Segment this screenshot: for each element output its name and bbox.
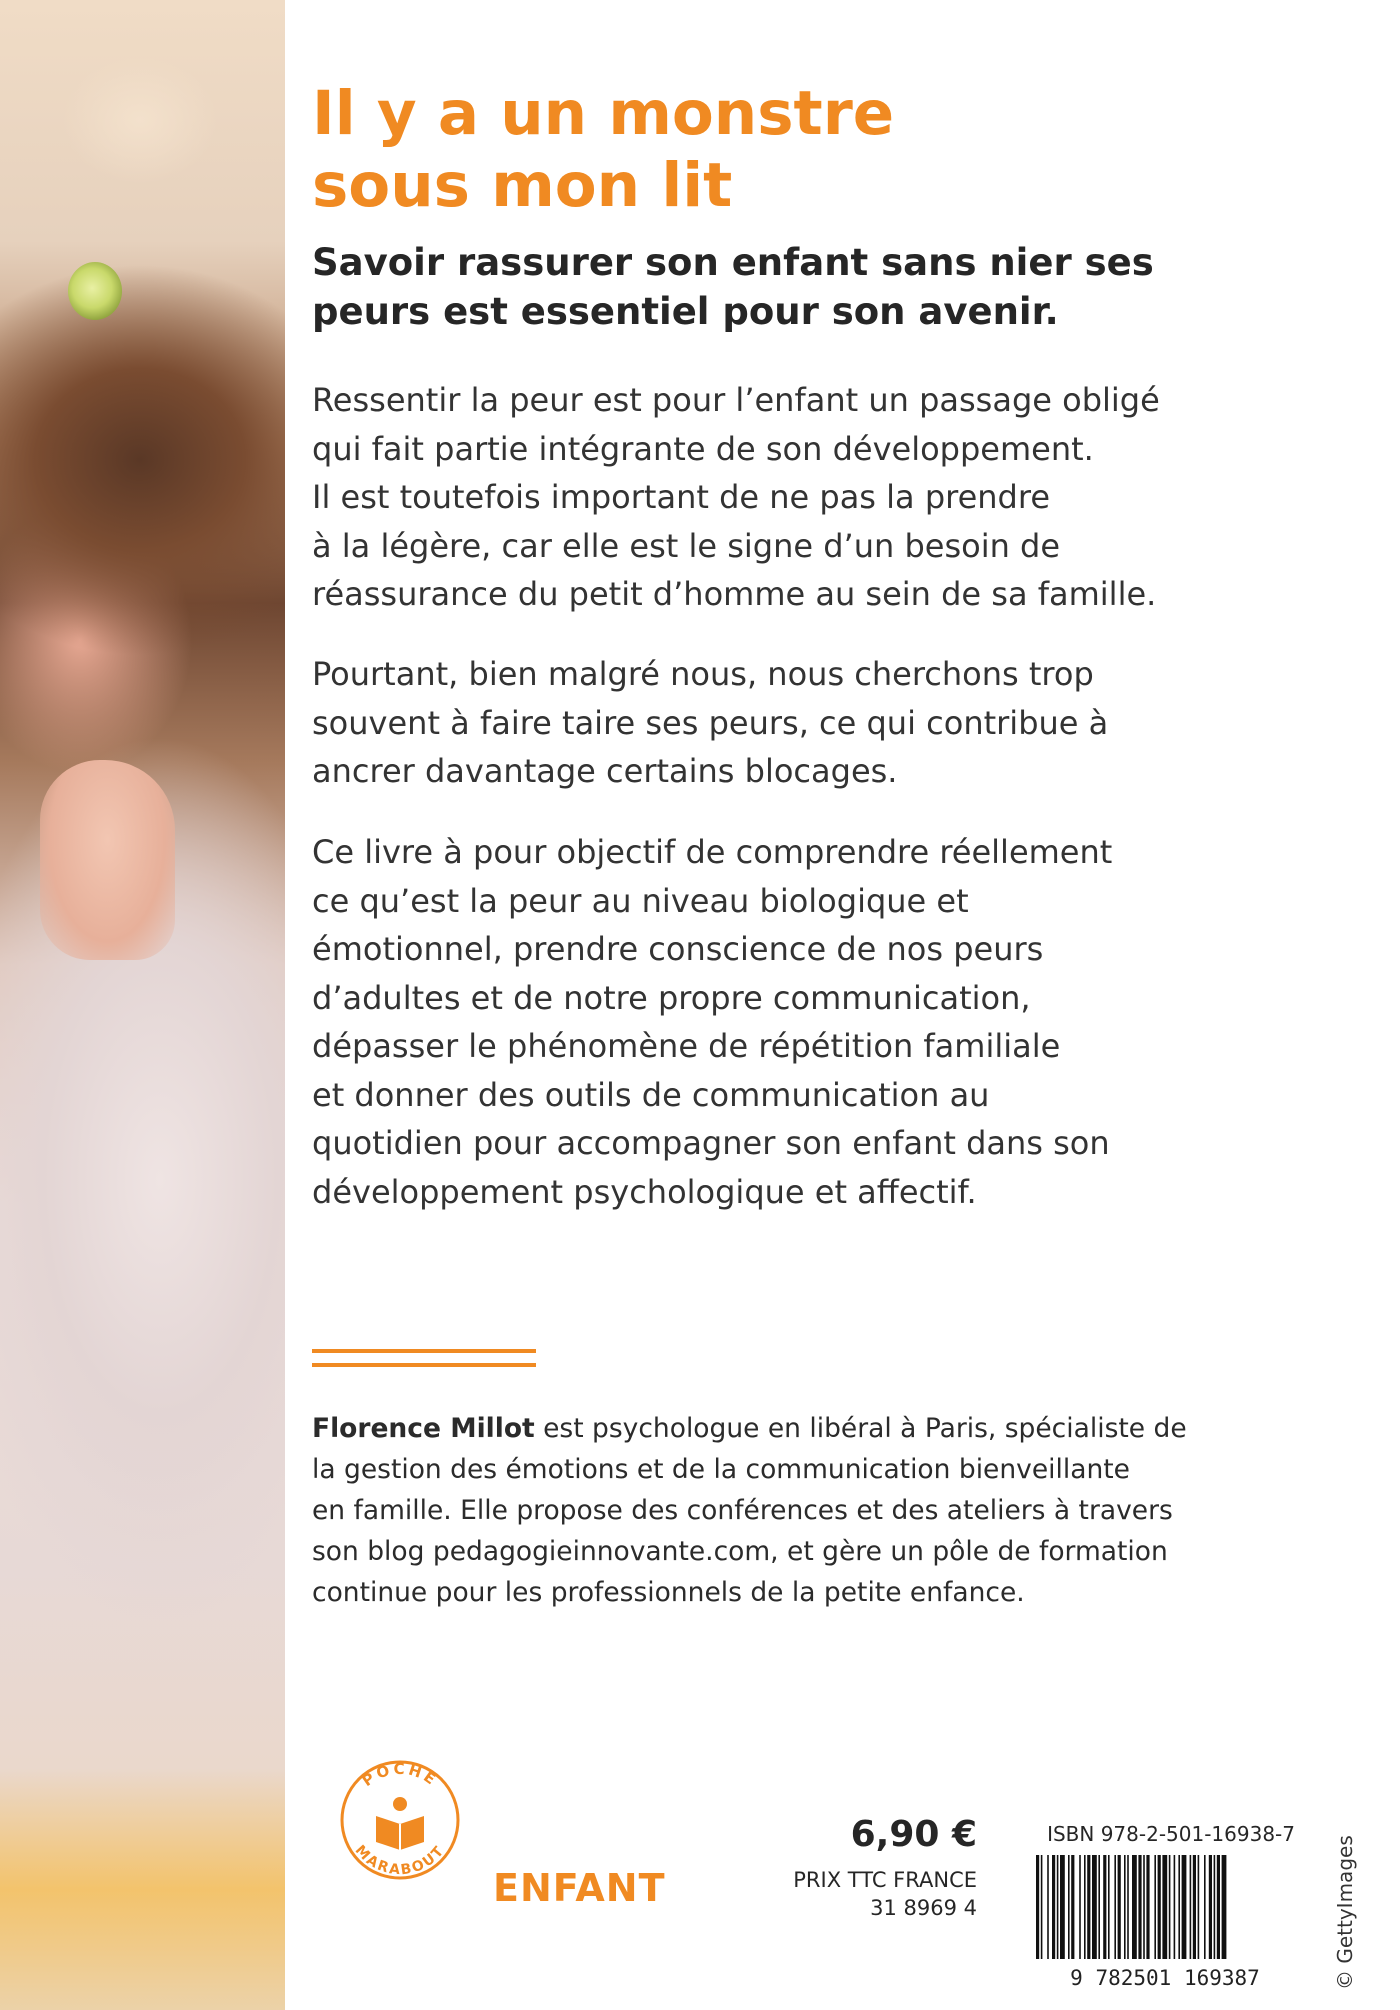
blurb-line: Ce livre à pour objectif de comprendre réellement [312, 833, 1113, 871]
title-line-1: Il y a un monstre [312, 78, 895, 149]
photo-credit: © GettyImages [1333, 1835, 1357, 1990]
barcode-bar [1071, 1855, 1074, 1959]
blurb-paragraph-3 [312, 828, 1332, 1216]
isbn-barcode [1030, 1855, 1300, 1990]
child-hand [40, 760, 175, 960]
book-title [312, 78, 894, 222]
poche-marabout-logo [330, 1750, 470, 1890]
barcode-bar [1174, 1855, 1176, 1959]
author-bio-line: est psychologue en libéral à Paris, spécialiste de [534, 1413, 1187, 1444]
barcode-bar [1214, 1855, 1216, 1959]
barcode-bar [1162, 1855, 1167, 1959]
subtitle-line-1: Savoir rassurer son enfant sans nier ses [312, 241, 1154, 284]
barcode-bar [1178, 1855, 1180, 1959]
author-bio [312, 1408, 1332, 1613]
barcode-bar [1217, 1855, 1220, 1959]
blurb-line: souvent à faire taire ses peurs, ce qui contribue à [312, 703, 1109, 742]
barcode-bar [1068, 1855, 1070, 1959]
blurb-line: ancrer davantage certains blocages. [312, 752, 898, 790]
barcode-bar [1132, 1855, 1137, 1959]
blurb-line: Ressentir la peur est pour l’enfant un passage obligé [312, 381, 1160, 419]
barcode-bar [1047, 1855, 1049, 1959]
barcode-bar [1052, 1855, 1055, 1959]
barcode-bar [1103, 1855, 1106, 1959]
barcode-digits: 9 782501 169387 [1070, 1966, 1260, 1990]
barcode-bar [1108, 1855, 1110, 1959]
book-figure-icon [376, 1797, 424, 1850]
barcode-bar [1154, 1855, 1156, 1959]
barcode-bar [1114, 1855, 1116, 1959]
author-bio-line: en famille. Elle propose des conférences et des ateliers à travers [312, 1495, 1173, 1526]
barcode-bar [1127, 1855, 1129, 1959]
barcode-bar [1169, 1855, 1171, 1959]
barcode-bar [1209, 1855, 1212, 1959]
orange-divider-top [312, 1349, 536, 1353]
price-note-line-1: PRIX TTC FRANCE [793, 1868, 977, 1892]
barcode-bar [1193, 1855, 1196, 1959]
blurb-line: Pourtant, bien malgré nous, nous cherchons trop [312, 655, 1094, 693]
isbn: ISBN 978-2-501-16938-7 [1047, 1822, 1295, 1846]
blurb-line: réassurance du petit d’homme au sein de sa famille. [312, 575, 1157, 613]
price-note-line-2: 31 8969 4 [870, 1896, 977, 1920]
author-name: Florence Millot [312, 1413, 535, 1444]
logo-bottom-text: MARABOUT [351, 1842, 449, 1879]
blurb-paragraph-1 [312, 376, 1332, 619]
logo-top-text: POCHE [358, 1759, 442, 1791]
cover-photo-child [0, 0, 285, 2010]
barcode-bar [1041, 1855, 1043, 1959]
barcode-bar [1138, 1855, 1141, 1959]
barcode-bar [1098, 1855, 1100, 1959]
author-bio-line: la gestion des émotions et de la communication bienveillante [312, 1454, 1130, 1485]
barcode-bar [1057, 1855, 1059, 1959]
blurb-line: Il est toutefois important de ne pas la prendre [312, 478, 1050, 516]
barcode-bar [1087, 1855, 1090, 1959]
title-line-2: sous mon lit [312, 150, 733, 221]
blurb-line: quotidien pour accompagner son enfant dans son [312, 1124, 1110, 1162]
barcode-bar [1204, 1855, 1206, 1959]
hair-scrunchie [68, 262, 122, 320]
barcode-bar [1060, 1855, 1065, 1959]
barcode-bar [1190, 1855, 1192, 1959]
book-subtitle [312, 238, 1312, 336]
blurb-line: développement psychologique et affectif. [312, 1172, 977, 1211]
price: 6,90 € [850, 1814, 977, 1855]
barcode-bar [1124, 1855, 1126, 1959]
barcode-bar [1079, 1855, 1081, 1959]
barcode-bar [1198, 1855, 1200, 1959]
blurb-line: émotionnel, prendre conscience de nos peurs [312, 930, 1044, 968]
barcode-bar [1118, 1855, 1121, 1959]
blurb-line: dépasser le phénomène de répétition familiale [312, 1027, 1061, 1065]
blurb-line: qui fait partie intégrante de son développement. [312, 429, 1094, 468]
subtitle-line-2: peurs est essentiel pour son avenir. [312, 290, 1059, 333]
barcode-bar [1146, 1855, 1149, 1959]
collection-label: ENFANT [493, 1866, 666, 1910]
barcode-bar [1158, 1855, 1161, 1959]
blurb-line: d’adultes et de notre propre communication, [312, 978, 1031, 1017]
blurb-paragraph-2 [312, 650, 1332, 796]
barcode-bar [1222, 1855, 1227, 1959]
barcode-bar [1092, 1855, 1097, 1959]
barcode-bar [1143, 1855, 1145, 1959]
blurb-line: et donner des outils de communication au [312, 1075, 990, 1114]
barcode-bar [1182, 1855, 1187, 1959]
blurb-line: ce qu’est la peur au niveau biologique et [312, 881, 969, 920]
blurb-line: à la légère, car elle est le signe d’un besoin de [312, 526, 1061, 565]
author-bio-line: son blog pedagogieinnovante.com, et gère un pôle de formation [312, 1536, 1168, 1567]
barcode-bar [1084, 1855, 1086, 1959]
price-note [740, 1866, 977, 1922]
author-bio-line: continue pour les professionnels de la petite enfance. [312, 1577, 1025, 1608]
orange-divider-bottom [312, 1363, 536, 1367]
barcode-bars [1036, 1855, 1226, 1959]
barcode-bar [1036, 1855, 1039, 1959]
